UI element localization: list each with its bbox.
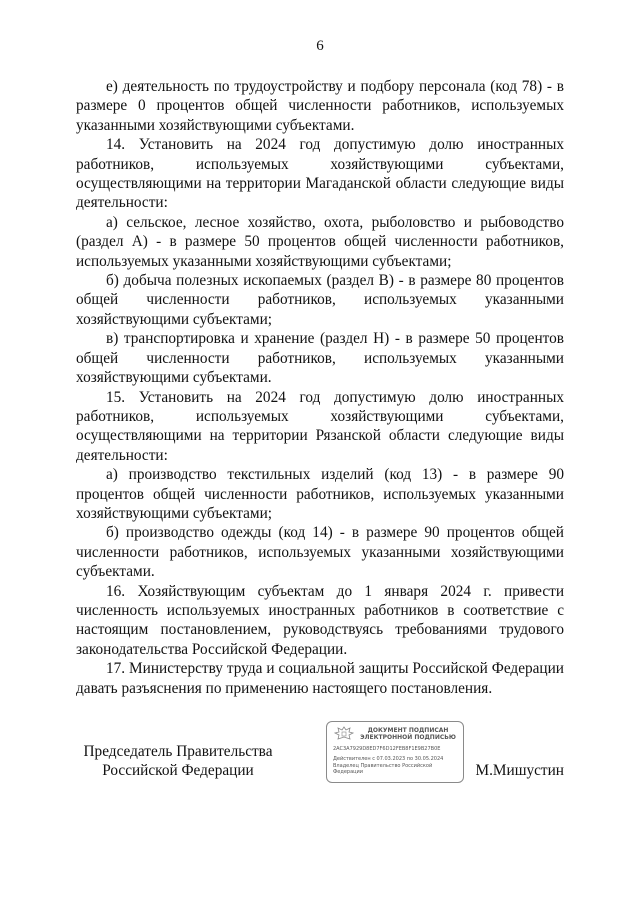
stamp-header-line1: ДОКУМЕНТ ПОДПИСАН xyxy=(367,727,449,734)
paragraph-17: 17. Министерству труда и социальной защиты Российской Федерации давать разъяснения по применению настоящего постановления. xyxy=(76,660,564,697)
paragraph-15-a: а) производство текстильных изделий (код 13) - в размере 90 процентов общей численности работников, используемых указанными хозяйствующими субъектами; xyxy=(76,466,564,522)
paragraph-14-a: а) сельское, лесное хозяйство, охота, рыболовство и рыбоводство (раздел А) - в размере 50 процентов общей численности работников, используемых указанными хозяйствующими субъектами; xyxy=(76,213,564,270)
paragraph-15-b: б) производство одежды (код 14) - в размере 90 процентов общей численности работников, используемых указанными хозяйствующими субъектами. xyxy=(76,524,564,581)
signatory-title-line2: Российской Федерации xyxy=(102,762,254,780)
paragraph-14-b: б) добыча полезных ископаемых (раздел В) - в размере 80 процентов общей численности работников, используемых указанными хозяйствующими субъектами; xyxy=(76,272,564,328)
paragraph-16: 16. Хозяйствующим субъектам до 1 января 2024 г. привести численность используемых иностранных работников в соответствие с настоящим постановлением, руководствуясь требованиями трудового законодательства Российской Федерации. xyxy=(76,582,564,658)
paragraph-14-v: в) транспортировка и хранение (раздел Н) - в размере 50 процентов общей численности работников, используемых указанными хозяйствующими субъектами. xyxy=(76,330,564,387)
paragraph-item-e: е) деятельность по трудоустройству и подбору персонала (код 78) - в размере 0 процентов общей численности работников, используемых указанными хозяйствующими субъектами. xyxy=(76,78,564,134)
stamp-header-line2: ЭЛЕКТРОННОЙ ПОДПИСЬЮ xyxy=(360,734,456,741)
stamp-certificate: 2AC3A7929D8ED7F6D12FEB8F1E9B27B0E xyxy=(333,746,441,752)
document-body xyxy=(76,77,564,698)
signature-block xyxy=(76,742,564,802)
signatory-title xyxy=(80,742,276,781)
paragraph-14: 14. Установить на 2024 год допустимую долю иностранных работников, используемых хозяйствующими субъектами, осуществляющими на территории Магаданской области следующие виды деятельности: xyxy=(76,136,564,212)
stamp-header xyxy=(357,727,459,741)
stamp-validity: Действителен с 07.03.2023 по 30.05.2024 xyxy=(333,756,444,762)
electronic-signature-stamp xyxy=(326,721,464,783)
signatory-title-line1: Председатель Правительства xyxy=(83,743,273,760)
signatory-name: М.Мишустин xyxy=(475,762,564,780)
stamp-owner-line1: Владелец Правительство Российской xyxy=(333,763,433,769)
coat-of-arms-icon xyxy=(333,726,355,742)
stamp-owner-line2: Федерации xyxy=(333,769,364,775)
paragraph-15: 15. Установить на 2024 год допустимую долю иностранных работников, используемых хозяйствующими субъектами, осуществляющими на территории Рязанской области следующие виды деятельности: xyxy=(76,388,564,464)
page-number: 6 xyxy=(316,38,324,54)
